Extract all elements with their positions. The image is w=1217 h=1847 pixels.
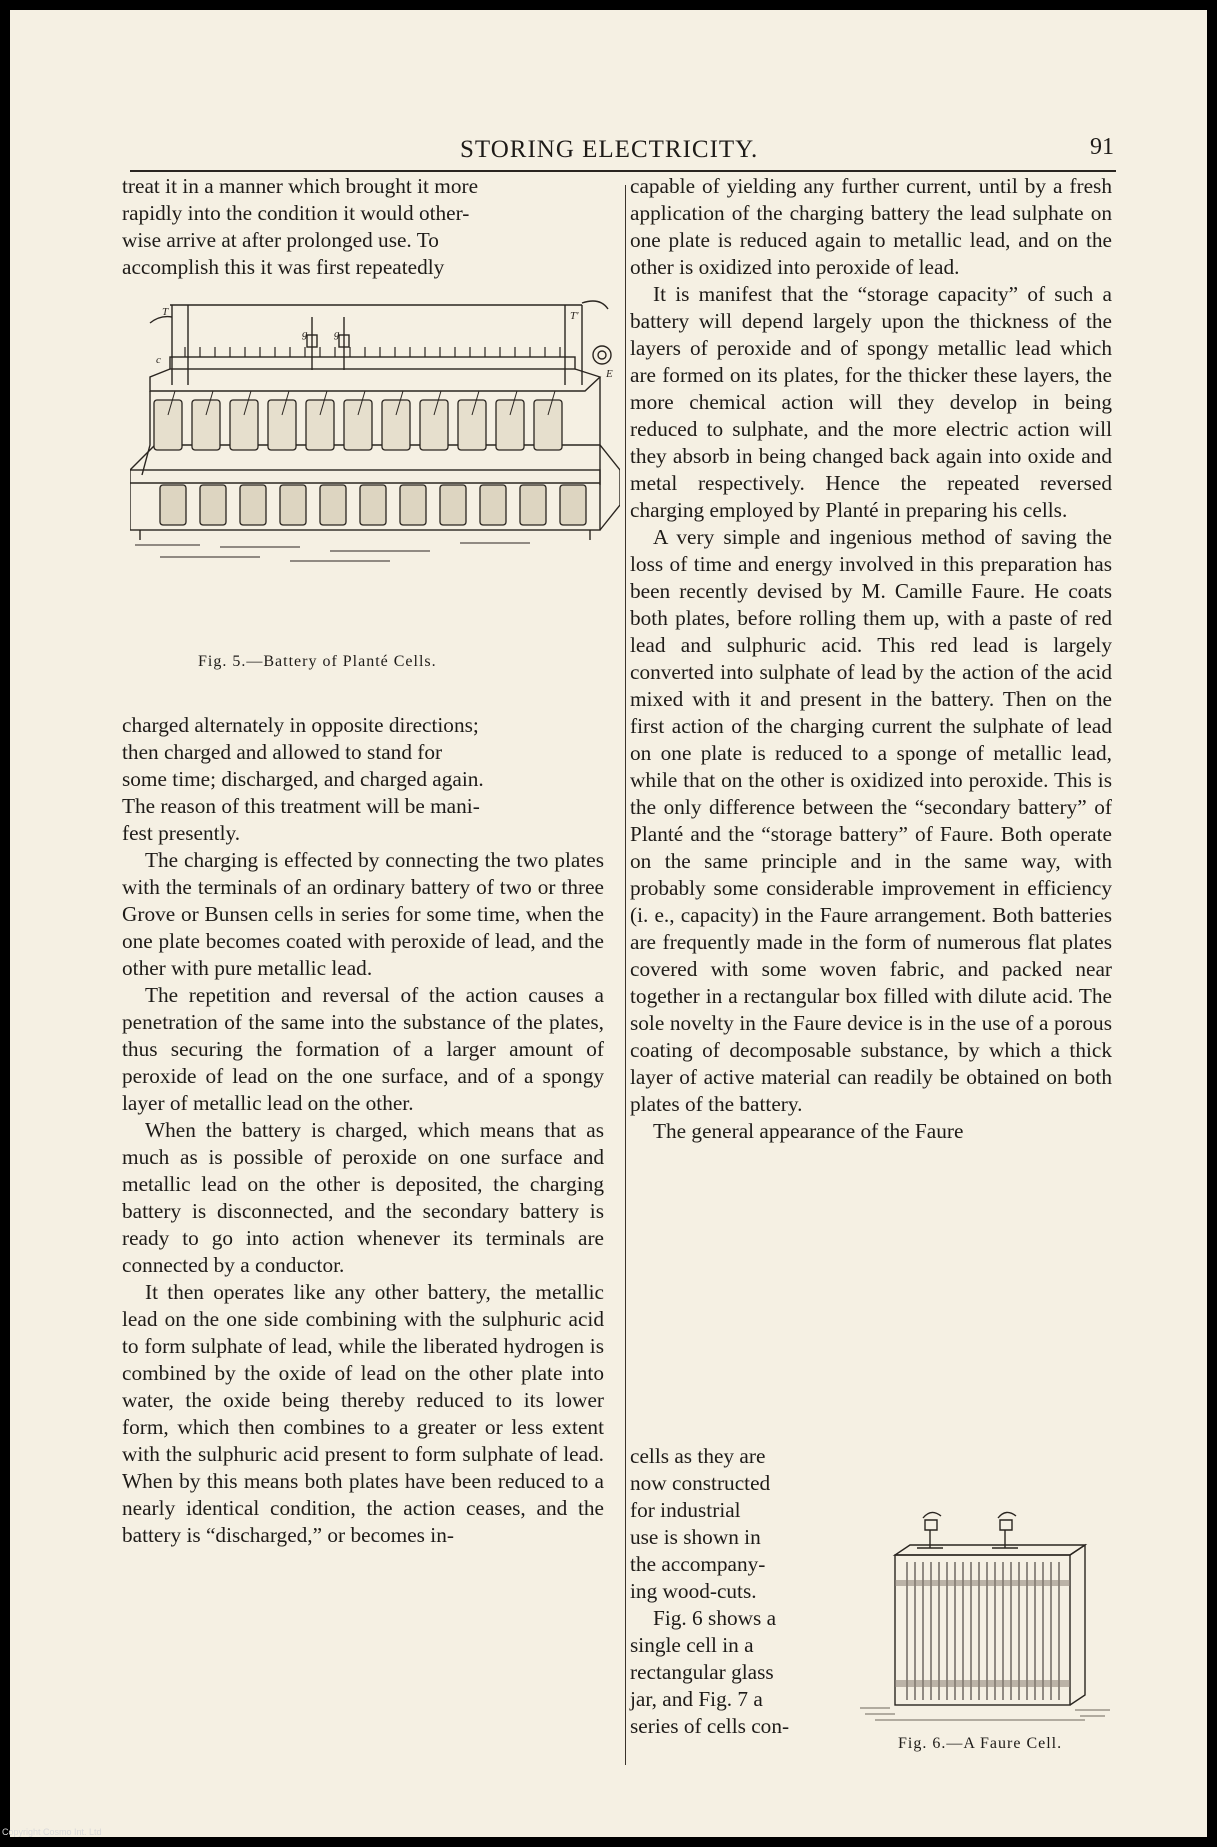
right-column-wrap-text [630, 1443, 835, 1740]
running-head: STORING ELECTRICITY. [460, 136, 759, 163]
paragraph: When the battery is charged, which means that as much as is possible of peroxide on one surface and metallic lead on the other is deposited, the charging battery is disconnected, and the secondary battery is ready to go into action whenever its terminals are connected by a conductor. [122, 1118, 604, 1277]
fig5-label-t-prime: T' [570, 310, 579, 322]
text-line: Fig. 6 shows a [653, 1606, 777, 1630]
figure-6-caption: Fig. 6.—A Faure Cell. [898, 1735, 1063, 1752]
fig5-label-g: g [334, 328, 340, 340]
text-line: jar, and Fig. 7 a [630, 1687, 763, 1711]
left-column-body [122, 712, 604, 1549]
paragraph: capable of yielding any further current, until by a fresh application of the charging battery the lead sulphate on one plate is reduced again to metallic lead, and on the other is oxidized into peroxide of lead. [630, 174, 1112, 279]
text-line: single cell in a [630, 1633, 754, 1657]
text-line: accomplish this it was first repeatedly [122, 255, 445, 279]
text-line: use is shown in [630, 1525, 761, 1549]
text-line: for industrial [630, 1498, 741, 1522]
text-line: fest presently. [122, 821, 241, 845]
paragraph: It then operates like any other battery, the metallic lead on the one side combining with the sulphuric acid to form sulphate of lead, while the liberated hydrogen is combined by the oxide of lead on the other plate into water, the oxide being thereby reduced to its lower form, which then combines to a greater or less extent with the sulphuric acid present to form sulphate of lead. When by this means both plates have been reduced to a nearly identical condition, the action ceases, and the battery is “discharged,” or becomes in- [122, 1280, 604, 1547]
text-line: then charged and allowed to stand for [122, 740, 443, 764]
text-line: rectangular glass [630, 1660, 774, 1684]
page [10, 10, 1207, 1837]
figure-5-plante-battery [130, 295, 620, 625]
text-line: cells as they are [630, 1444, 766, 1468]
copyright-notice: Copyright Cosmo Int. Ltd [2, 1827, 102, 1837]
text-line: treat it in a manner which brought it more [122, 174, 479, 198]
column-rule [625, 185, 626, 1765]
text-line: ing wood-cuts. [630, 1579, 757, 1603]
text-line: some time; discharged, and charged again. [122, 767, 484, 791]
text-line: series of cells con- [630, 1714, 790, 1738]
page-number: 91 [1090, 134, 1114, 160]
fig5-label-c: c [156, 354, 161, 366]
text-line: The reason of this treatment will be mani- [122, 794, 480, 818]
paragraph: A very simple and ingenious method of saving the loss of time and energy involved in this preparation has been recently devised by M. Camille Faure. He coats both plates, before rolling them up, with a paste of red lead and sulphuric acid. This red lead is largely converted into sulphate of lead by the action of the acid mixed with it and present in the battery. Then on the first action of the charging current the sulphate of lead on one plate is reduced to a sponge of metallic lead, while that on the other is oxidized into peroxide. This is the only difference between the “secondary battery” of Planté and the “storage battery” of Faure. Both operate on the same principle and in the same way, with probably some considerable improvement in efficiency (i. e., capacity) in the Faure arrangement. Both batteries are frequently made in the form of numerous flat plates covered with some woven fabric, and packed near together in a rectangular box filled with dilute acid. The sole novelty in the Faure device is in the use of a porous coating of decomposable substance, by which a thick layer of active material can readily be obtained on both plates of the battery. [630, 525, 1112, 1116]
paragraph: It is manifest that the “storage capacity” of such a battery will depend largely upon the thickness of the layers of peroxide and of spongy metallic lead which are formed on its plates, for the thicker these layers, the more chemical action will they develop in being reduced to sulphate, and the more electric action will they absorb in being changed back again into oxide and metal respectively. Hence the repeated reversed charging employed by Planté in preparing his cells. [630, 282, 1112, 522]
text-line: charged alternately in opposite directions; [122, 713, 479, 737]
text-line: now constructed [630, 1471, 771, 1495]
right-column-body [630, 173, 1112, 1145]
figure-6-faure-cell [855, 1500, 1115, 1730]
text-line: the accompany- [630, 1552, 766, 1576]
text-line: rapidly into the condition it would other- [122, 201, 470, 225]
fig5-label-e: E [606, 368, 613, 380]
text-line: wise arrive at after prolonged use. To [122, 228, 439, 252]
figure-5-caption: Fig. 5.—Battery of Planté Cells. [198, 653, 437, 670]
fig5-label-g: g [302, 328, 308, 340]
fig5-label-t: T [162, 306, 169, 318]
paragraph: The charging is effected by connecting the two plates with the terminals of an ordinary battery of two or three Grove or Bunsen cells in series for some time, when the one plate becomes coated with peroxide of lead, and the other with pure metallic lead. [122, 848, 604, 980]
paragraph: The general appearance of the Faure [653, 1119, 964, 1143]
paragraph: The repetition and reversal of the action causes a penetration of the same into the substance of the plates, thus securing the formation of a larger amount of peroxide of lead on the one surface, and of a spongy layer of metallic lead on the other. [122, 983, 604, 1115]
header-rule [130, 170, 1116, 172]
left-column-top [122, 173, 604, 281]
